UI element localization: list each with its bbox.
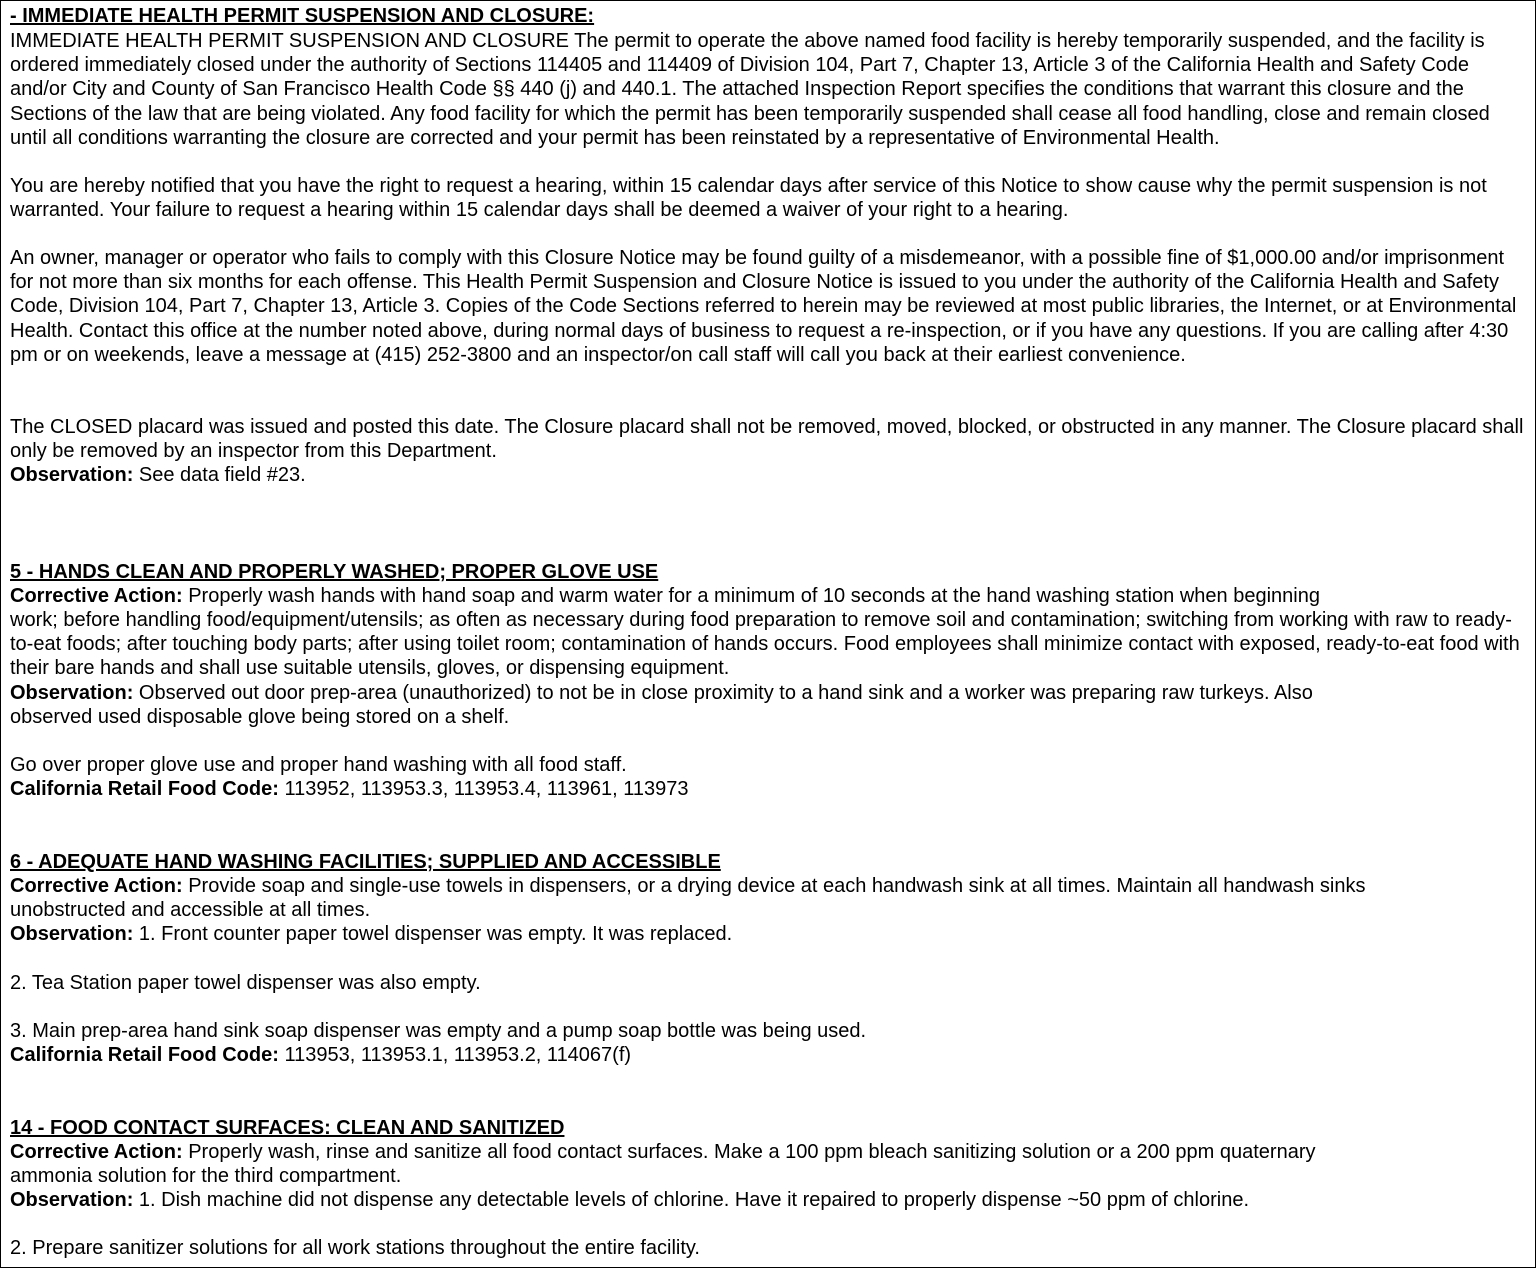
observation-label: Observation: [10, 464, 134, 486]
corrective-action-text: Provide soap and single-use towels in dispensers, or a drying device at each handwash sink at all times. Maintain all handwash sinks [182, 875, 1366, 897]
observation-label: Observation: [10, 923, 134, 945]
violation-5-observation-line-1 [10, 681, 1529, 705]
observation-label: Observation: [10, 682, 134, 704]
violation-6-observation-2: 2. Tea Station paper towel dispenser was also empty. [10, 972, 481, 994]
closure-heading: - IMMEDIATE HEALTH PERMIT SUSPENSION AND CLOSURE: [10, 5, 595, 27]
violation-14-heading: 14 - FOOD CONTACT SURFACES: CLEAN AND SANITIZED [10, 1117, 565, 1139]
closure-paragraph-4 [10, 415, 1529, 463]
closure-paragraph-3 [10, 246, 1529, 367]
corrective-action-label: Corrective Action: [10, 1141, 183, 1163]
corrective-action-text: Properly wash, rinse and sanitize all food contact surfaces. Make a 100 ppm bleach sanitizing solution or a 200 ppm quaternary [182, 1141, 1316, 1163]
closure-paragraph-1 [10, 29, 1529, 150]
code-text: 113952, 113953.3, 113953.4, 113961, 113973 [278, 778, 689, 800]
violation-14-observation-2: 2. Prepare sanitizer solutions for all work stations throughout the entire facility. [10, 1237, 700, 1259]
violation-6-heading: 6 - ADEQUATE HAND WASHING FACILITIES; SUPPLIED AND ACCESSIBLE [10, 851, 721, 873]
violation-5-note: Go over proper glove use and proper hand washing with all food staff. [10, 754, 627, 776]
corrective-action-continued: work; before handling food/equipment/utensils; as often as necessary during food preparation to remove soil and contamination; switching from working with raw to ready-to-eat foods; after touching body parts; after using toilet room; contamination of hands occurs. Food employees shall minimize contact with exposed, ready-to-eat food with their bare hands and shall use suitable utensils, gloves, or dispensing equipment. [10, 609, 1520, 680]
closure-text-3: An owner, manager or operator who fails to comply with this Closure Notice may be found guilty of a misdemeanor, with a possible fine of $1,000.00 and/or imprisonment for not more than six months for each offense. This Health Permit Suspension and Closure Notice is issued to you under the authority of the California Health and Safety Code, Division 104, Part 7, Chapter 13, Article 3. Copies of the Code Sections referred to herein may be reviewed at most public libraries, the Internet, or at Environmental Health. Contact this office at the number noted above, during normal days of business to request a re-inspection, or if you have any questions. If you are calling after 4:30 pm or on weekends, leave a message at (415) 252-3800 and an inspector/on call staff will call you back at their earliest convenience. [10, 247, 1517, 366]
corrective-action-label: Corrective Action: [10, 875, 183, 897]
violation-6-observation-1 [10, 922, 1529, 946]
code-label: California Retail Food Code: [10, 1044, 279, 1066]
violation-6-corrective-line-2: unobstructed and accessible at all times. [10, 899, 371, 921]
corrective-action-text: Properly wash hands with hand soap and warm water for a minimum of 10 seconds at the hand washing station when beginning [182, 585, 1320, 607]
closure-text-1: IMMEDIATE HEALTH PERMIT SUSPENSION AND CLOSURE The permit to operate the above named food facility is hereby temporarily suspended, and the facility is ordered immediately closed under the authority of Sections 114405 and 114409 of Division 104, Part 7, Chapter 13, Article 3 of the California Health and Safety Code and/or City and County of San Francisco Health Code §§ 440 (j) and 440.1. The attached Inspection Report specifies the conditions that warrant this closure and the Sections of the law that are being violated. Any food facility for which the permit has been temporarily suspended shall cease all food handling, close and remain closed until all conditions warranting the closure are corrected and your permit has been reinstated by a representative of Environmental Health. [10, 30, 1490, 149]
violation-14-observation-1 [10, 1188, 1529, 1212]
observation-text: 1. Front counter paper towel dispenser was empty. It was replaced. [133, 923, 733, 945]
violation-5-corrective-line-1 [10, 584, 1529, 608]
observation-text: Observed out door prep-area (unauthorized) to not be in close proximity to a hand sink and a worker was preparing raw turkeys. Also [133, 682, 1313, 704]
closure-text-2: You are hereby notified that you have the right to request a hearing, within 15 calendar days after service of this Notice to show cause why the permit suspension is not warranted. Your failure to request a hearing within 15 calendar days shall be deemed a waiver of your right to a hearing. [10, 175, 1487, 222]
code-text: 113953, 113953.1, 113953.2, 114067(f) [278, 1044, 632, 1066]
violation-6-observation-3: 3. Main prep-area hand sink soap dispenser was empty and a pump soap bottle was being used. [10, 1020, 867, 1042]
violation-5-corrective-line-2 [10, 608, 1529, 681]
closure-observation [10, 463, 1529, 487]
violation-5-observation-line-2: observed used disposable glove being stored on a shelf. [10, 706, 510, 728]
observation-text: 1. Dish machine did not dispense any detectable levels of chlorine. Have it repaired to properly dispense ~50 ppm of chlorine. [133, 1189, 1250, 1211]
observation-text: See data field #23. [133, 464, 306, 486]
closure-text-4: The CLOSED placard was issued and posted this date. The Closure placard shall not be removed, moved, blocked, or obstructed in any manner. The Closure placard shall only be removed by an inspector from this Department. [10, 416, 1524, 463]
violation-14-corrective-line-1 [10, 1140, 1529, 1164]
violation-5-heading: 5 - HANDS CLEAN AND PROPERLY WASHED; PROPER GLOVE USE [10, 561, 659, 583]
violation-14-corrective-line-2: ammonia solution for the third compartment. [10, 1165, 402, 1187]
code-label: California Retail Food Code: [10, 778, 279, 800]
violation-6-code [10, 1043, 1529, 1067]
closure-paragraph-2 [10, 174, 1529, 222]
violation-5-code [10, 777, 1529, 801]
observation-label: Observation: [10, 1189, 134, 1211]
corrective-action-label: Corrective Action: [10, 585, 183, 607]
violation-6-corrective-line-1 [10, 874, 1529, 898]
